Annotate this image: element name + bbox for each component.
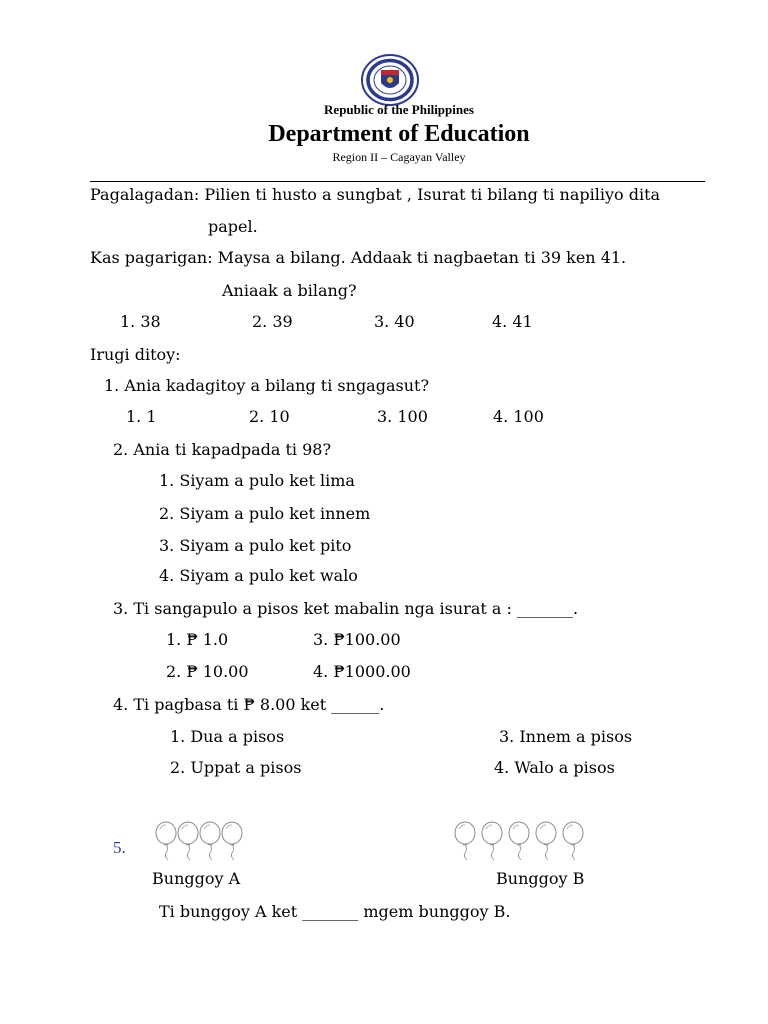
example-line1: Kas pagarigan: Maysa a bilang. Addaak ti nagbaetan ti 39 ken 41. [90, 248, 627, 267]
start-label: Irugi ditoy: [90, 345, 181, 364]
region-label: Region II – Cagayan Valley [332, 150, 466, 164]
q1-choice-4: 4. 100 [493, 407, 544, 426]
balloon-icon [452, 821, 478, 861]
example-choice-3: 3. 40 [374, 312, 415, 331]
balloon-group-b [452, 821, 587, 861]
q3-choice-2: 2. ₱ 10.00 [166, 662, 249, 681]
group-a-label: Bunggoy A [152, 869, 241, 888]
question-1: 1. Ania kadagitoy a bilang ti sngagasut? [104, 376, 430, 395]
instructions-line2: papel. [208, 217, 258, 236]
q2-choice-2: 2. Siyam a pulo ket innem [159, 504, 371, 523]
balloon-icon [506, 821, 532, 861]
q4-choice-2: 2. Uppat a pisos [170, 758, 302, 777]
balloon-group-a [153, 821, 263, 861]
q4-choice-1: 1. Dua a pisos [170, 727, 285, 746]
question-2: 2. Ania ti kapadpada ti 98? [113, 440, 332, 459]
header-divider [90, 181, 705, 182]
balloon-icon [479, 821, 505, 861]
q1-choice-3: 3. 100 [377, 407, 428, 426]
deped-seal-icon [360, 54, 420, 106]
balloon-icon [219, 821, 245, 861]
example-choice-1: 1. 38 [120, 312, 161, 331]
republic-label: Republic of the Philippines [324, 102, 474, 117]
example-choice-4: 4. 41 [492, 312, 533, 331]
question-3: 3. Ti sangapulo a pisos ket mabalin nga isurat a : _______. [113, 599, 579, 618]
question-5: Ti bunggoy A ket _______ mgem bunggoy B. [159, 902, 511, 921]
balloon-icon [560, 821, 586, 861]
q3-choice-4: 4. ₱1000.00 [313, 662, 411, 681]
q3-choice-1: 1. ₱ 1.0 [166, 630, 229, 649]
example-choice-2: 2. 39 [252, 312, 293, 331]
question-4: 4. Ti pagbasa ti ₱ 8.00 ket ______. [113, 695, 385, 714]
q2-choice-3: 3. Siyam a pulo ket pito [159, 536, 352, 555]
q1-choice-2: 2. 10 [249, 407, 290, 426]
q4-choice-4: 4. Walo a pisos [494, 758, 615, 777]
department-title: Department of Education [268, 121, 530, 147]
q4-choice-3: 3. Innem a pisos [499, 727, 633, 746]
q2-choice-4: 4. Siyam a pulo ket walo [159, 566, 358, 585]
instructions-line1: Pagalagadan: Pilien ti husto a sungbat , Isurat ti bilang ti napiliyo dita [90, 185, 661, 204]
balloon-icon [533, 821, 559, 861]
q3-choice-3: 3. ₱100.00 [313, 630, 401, 649]
example-line2: Aniaak a bilang? [222, 281, 357, 300]
q2-choice-1: 1. Siyam a pulo ket lima [159, 471, 355, 490]
question-5-number: 5. [113, 838, 126, 857]
group-b-label: Bunggoy B [496, 869, 585, 888]
q1-choice-1: 1. 1 [126, 407, 157, 426]
